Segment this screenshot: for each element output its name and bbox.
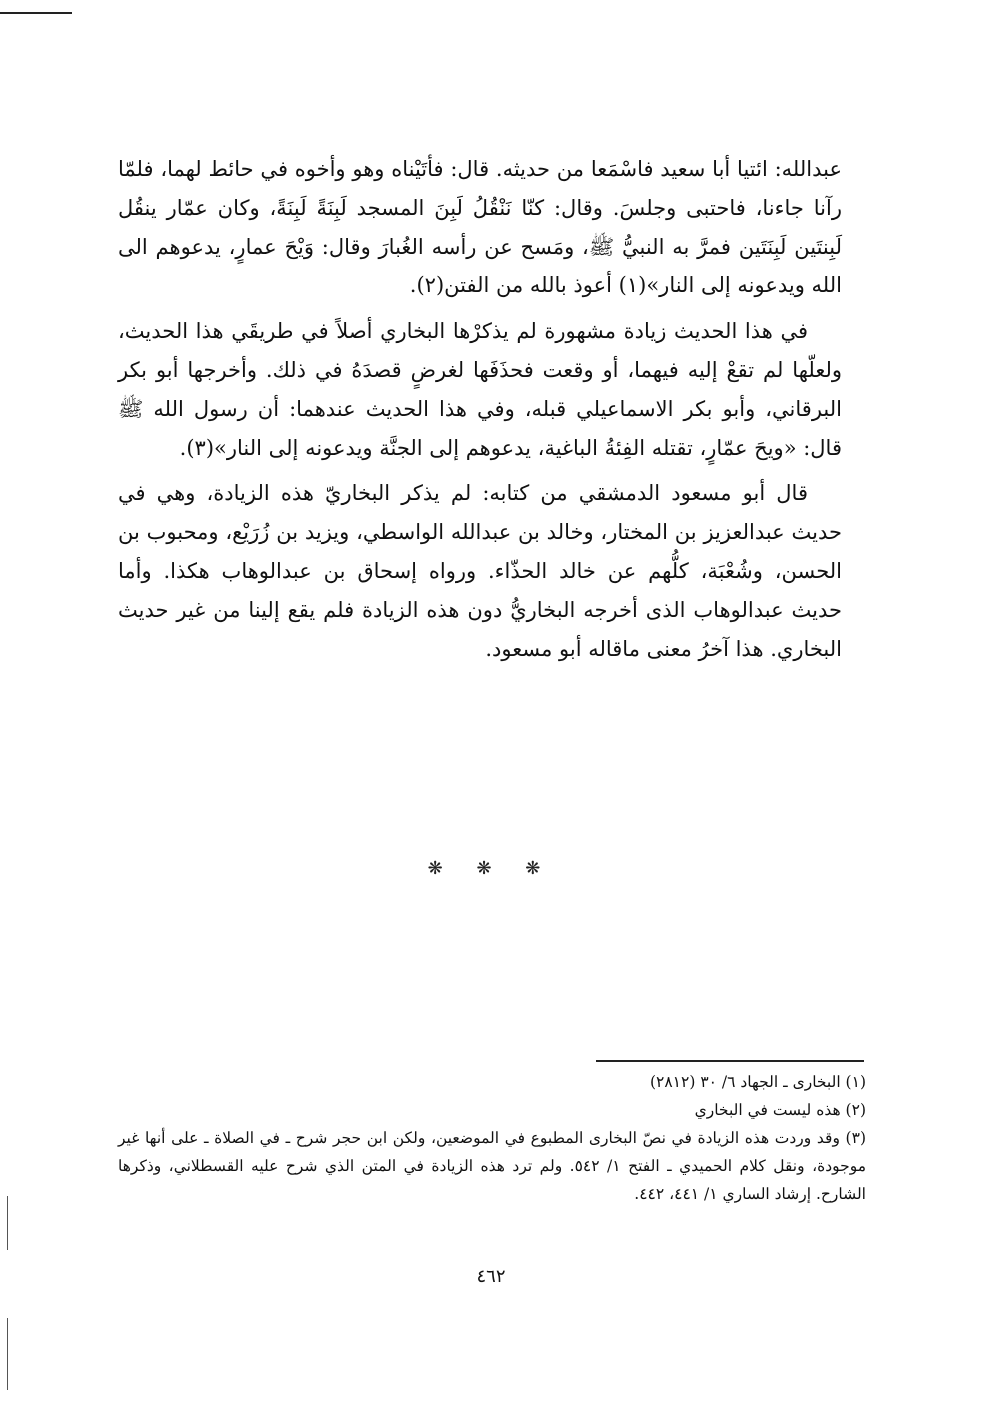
footnote-divider (596, 1060, 864, 1062)
scan-margin-line (7, 1196, 8, 1250)
section-separator: ❋ ❋ ❋ (427, 858, 555, 879)
footnote: (٢) هذه ليست في البخاري (694, 1101, 866, 1119)
paragraph: عبدالله: ائتيا أبا سعيد فاسْمَعا من حديثه. قال: فأتَيْناه وهو وأخوه في حائط لهما، فلمّا رآنا جاءنا، فاحتبى وجلسَ. وقال: كنّا نَنْقُلُ لَبِنَ المسجد لَبِنَةً لَبِنَةً، وكان عمّار ينقُل لَبِنتَين لَبِنَتَين فمرَّ به النبيُّ ﷺ، ومَسح عن رأسه الغُبارَ وقال: وَيْحَ عمارٍ، يدعوهم الى الله ويدعونه إلى النار»(١) أعوذ بالله من الفتن(٢). (118, 157, 842, 298)
scan-edge-mark (0, 12, 72, 14)
footnote: (١) البخارى ـ الجهاد ٦/ ٣٠ (٢٨١٢) (649, 1073, 866, 1091)
page-number: ٤٦٢ (476, 1266, 506, 1287)
paragraph: قال أبو مسعود الدمشقي من كتابه: لم يذكر البخاريّ هذه الزيادة، وهي في حديث عبدالعزيز بن المختار، وخالد بن عبدالله الواسطي، ويزيد بن زُرَيْع، ومحبوب بن الحسن، وشُعْبَة، كلُّهم عن خالد الحذّاء. ورواه إسحاق بن عبدالوهاب هكذا. وأما حديث عبدالوهاب الذى أخرجه البخاريُّ دون هذه الزيادة فلم يقع إلينا من غير حديث البخاري. هذا آخرُ معنى ماقاله أبو مسعود. (118, 481, 842, 661)
footnotes (118, 1068, 866, 1208)
main-text (118, 150, 842, 668)
footnote: (٣) وقد وردت هذه الزيادة في نصّ البخارى المطبوع في الموضعين، ولكن ابن حجر شرح ـ في الصلاة ـ على أنها غير موجودة، ونقل كلام الحميدي ـ الفتح ١/ ٥٤٢. ولم ترد هذه الزيادة في المتن الذي شرح عليه القسطلاني، وذكرها الشارح. إرشاد الساري ١/ ٤٤١، ٤٤٢. (118, 1129, 866, 1203)
paragraph: في هذا الحديث زيادة مشهورة لم يذكرْها البخاري أصلاً في طريقَي هذا الحديث، ولعلّها لم تقعْ إليه فيهما، أو وقعت فحذَفَها لغرضٍ قصدَهُ في ذلك. وأخرجها أبو بكر البرقاني، وأبو بكر الاسماعيلي قبله، وفي هذا الحديث عندهما: أن رسول الله ﷺ قال: «ويحَ عمّارٍ، تقتله الفِئةُ الباغية، يدعوهم إلى الجنَّة ويدعونه إلى النار»(٣). (118, 319, 842, 460)
scan-margin-line (7, 1318, 8, 1390)
